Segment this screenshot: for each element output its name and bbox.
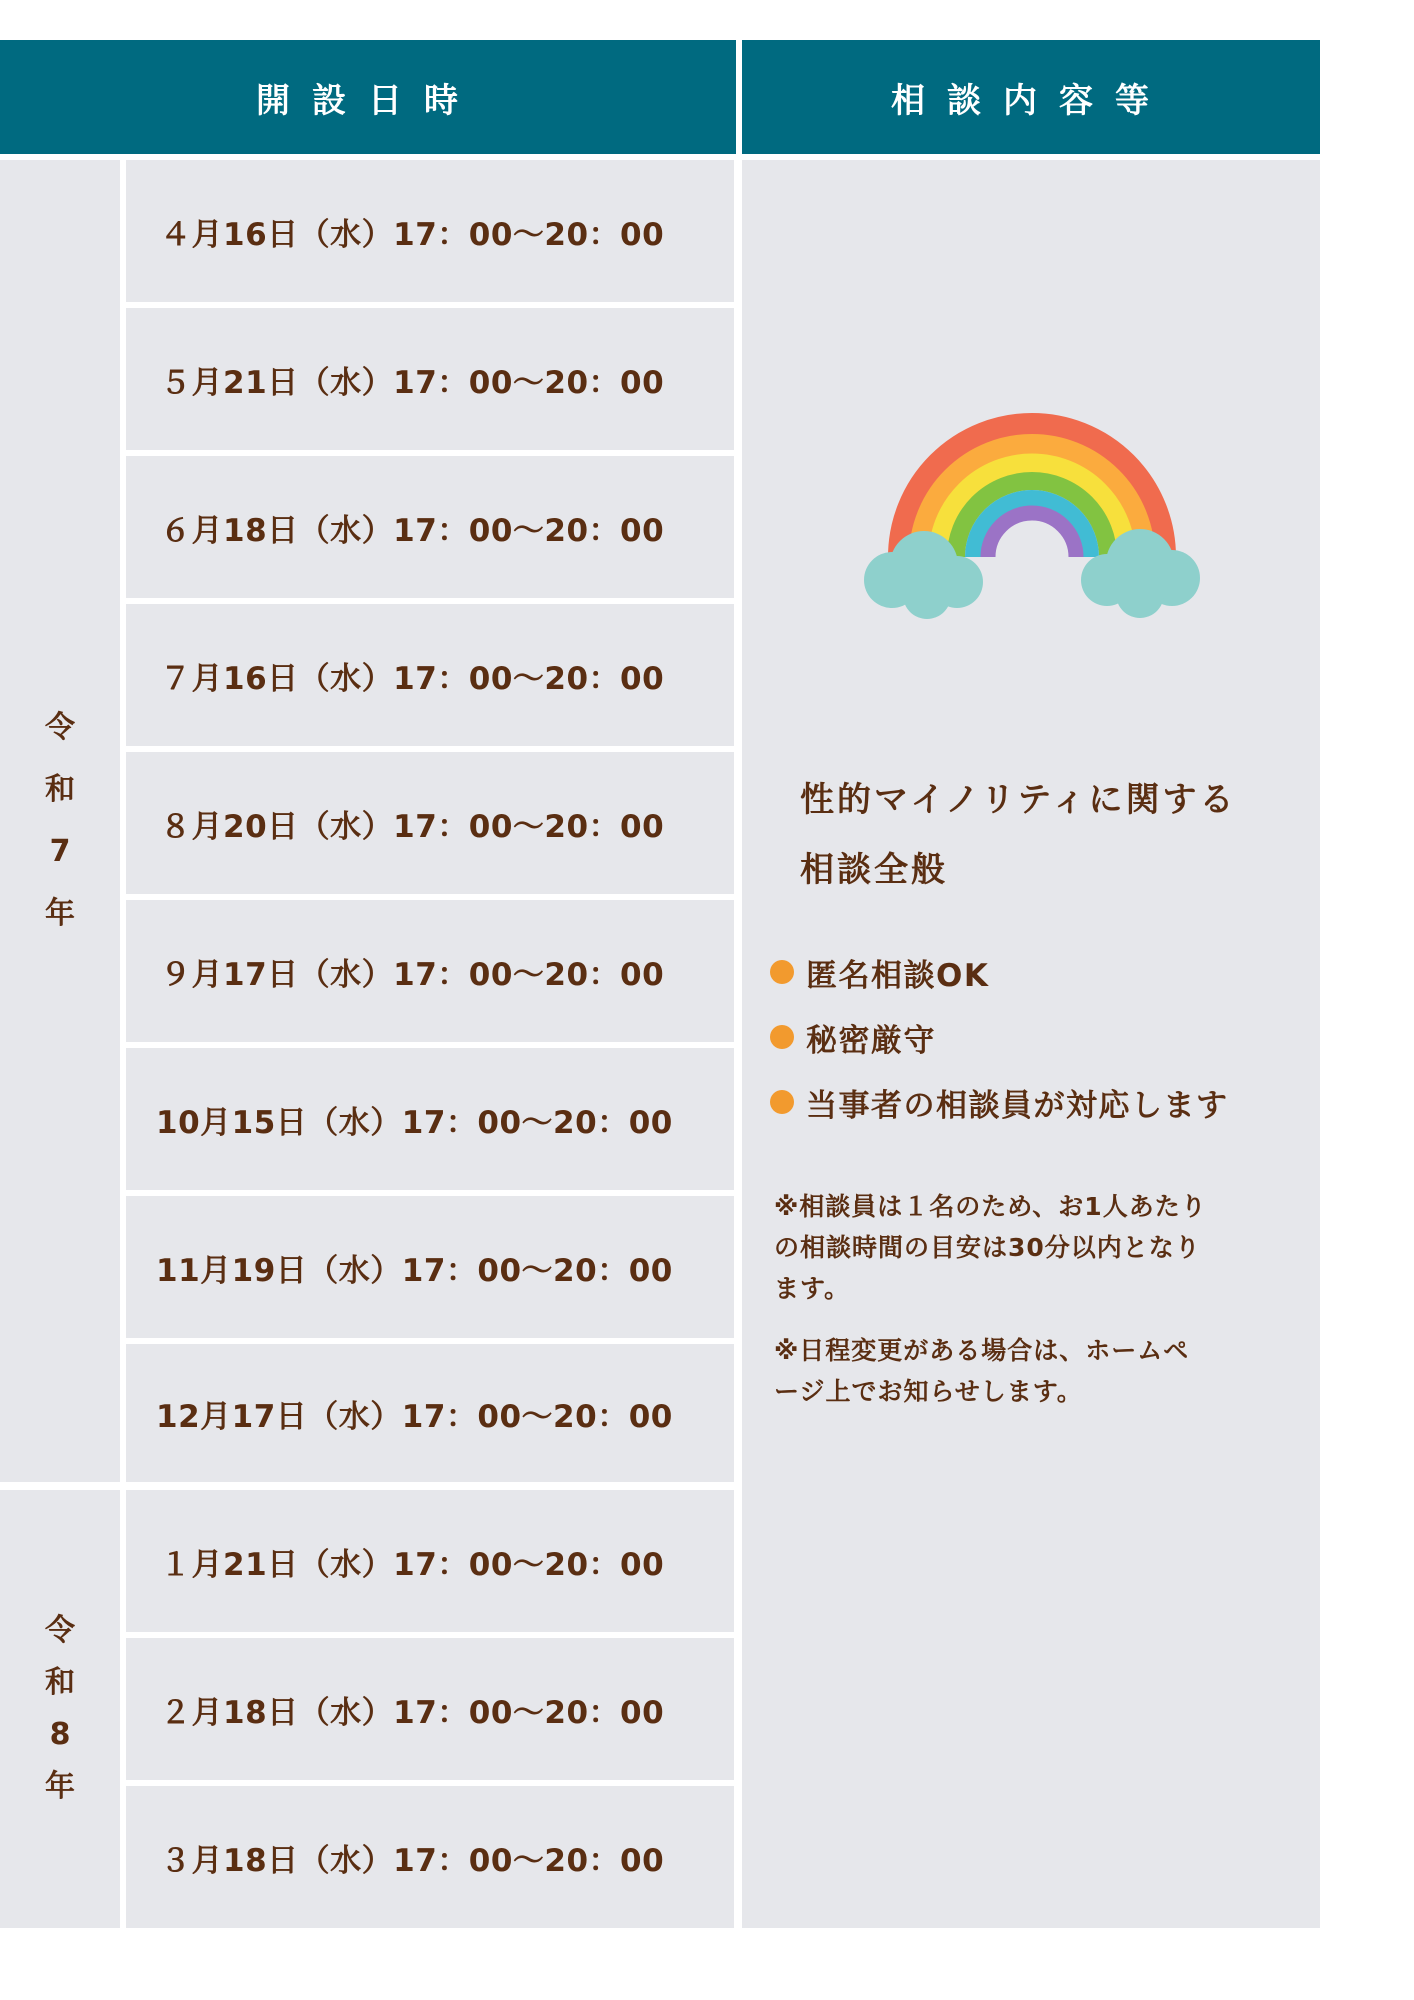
era-cell-reiwa-7 [0,160,120,1482]
era-char: 年 [45,1769,75,1804]
bullet-item [770,1015,936,1059]
session-row-apr: ４月16日（水）17：00〜20：00 [126,160,734,302]
era-char: 8 [49,1717,71,1752]
session-row-nov: 11月19日（水）17：00〜20：00 [126,1196,734,1338]
session-row-aug: ８月20日（水）17：00〜20：00 [126,752,734,894]
bullet-dot-icon [770,1090,794,1114]
session-row-may: ５月21日（水）17：00〜20：00 [126,308,734,450]
bullet-dot-icon [770,960,794,984]
bullet-text: 秘密厳守 [806,1022,936,1059]
era-char: 和 [45,1665,75,1700]
bullet-item [770,950,989,994]
header-content-column: 相談内容等 [742,40,1320,154]
session-row-oct: 10月15日（水）17：00〜20：00 [126,1048,734,1190]
bullet-dot-icon [770,1025,794,1049]
era-char: 和 [45,772,75,807]
session-row-sep: ９月17日（水）17：00〜20：00 [126,900,734,1042]
session-row-jul: ７月16日（水）17：00〜20：00 [126,604,734,746]
era-char: 年 [45,896,75,931]
session-row-mar: ３月18日（水）17：00〜20：00 [126,1786,734,1928]
era-char: 令 [45,1613,75,1648]
header-date-column: 開設日時 [0,40,736,154]
rainbow-with-clouds-icon [852,400,1212,630]
note-schedule-change: ※日程変更がある場合は、ホームペ ージ上でお知らせします。 [774,1336,1190,1406]
session-row-feb: ２月18日（水）17：00〜20：00 [126,1638,734,1780]
bullet-text: 匿名相談OK [806,957,990,994]
bullet-item [770,1080,1229,1124]
era-char: 7 [49,834,71,869]
session-row-jan: １月21日（水）17：00〜20：00 [126,1490,734,1632]
bullet-text: 当事者の相談員が対応します [806,1087,1229,1124]
era-char: 令 [45,710,75,745]
session-row-dec: 12月17日（水）17：00〜20：00 [126,1344,734,1482]
era-cell-reiwa-8 [0,1490,120,1928]
session-row-jun: ６月18日（水）17：00〜20：00 [126,456,734,598]
consultation-topic: 性的マイノリティに関する 相談全般 [800,780,1237,890]
note-staffing: ※相談員は１名のため、お1人あたり の相談時間の目安は30分以内となり ます。 [774,1192,1207,1303]
